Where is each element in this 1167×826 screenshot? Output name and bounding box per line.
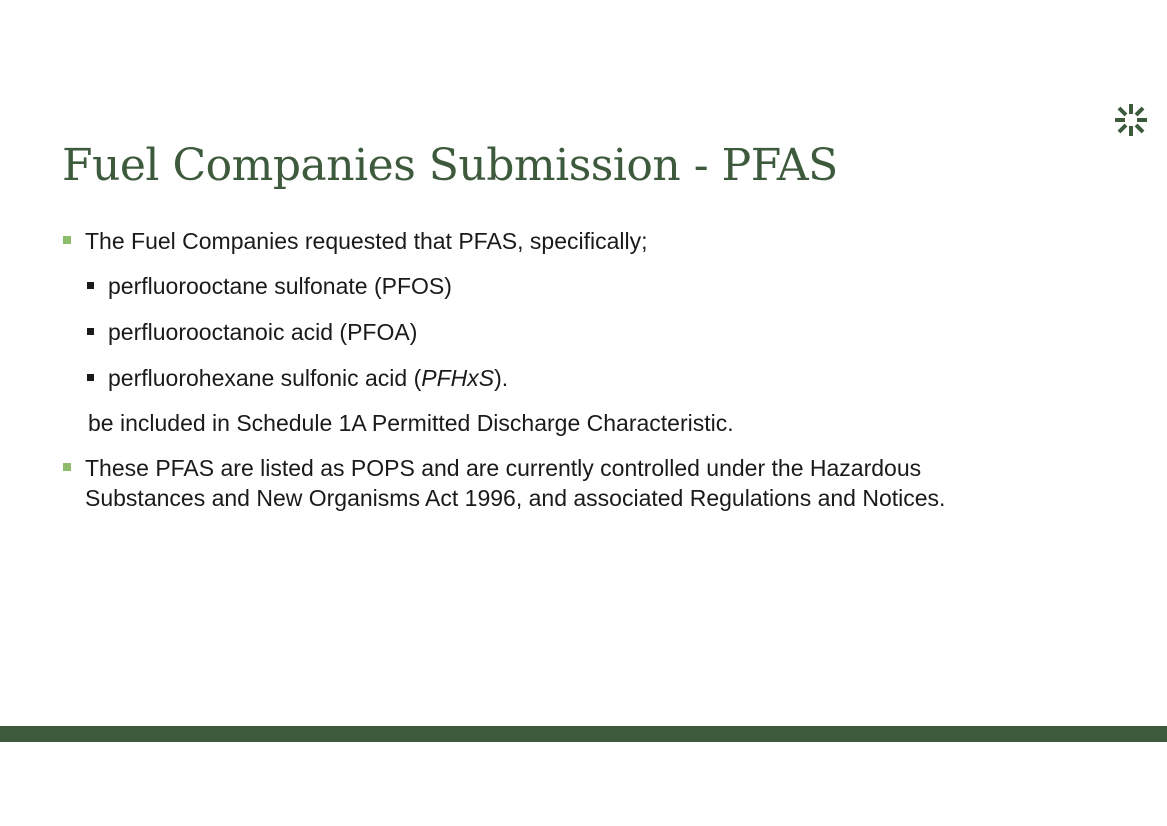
bullet-square-icon: [63, 236, 71, 244]
continuation-text: [62, 408, 1122, 438]
sub-bullet-square-icon: [87, 328, 94, 335]
sub-bullet-pfhxs-suffix: ).: [494, 365, 509, 391]
bullet-square-icon: [63, 463, 71, 471]
footer-bar: [0, 726, 1167, 742]
sub-bullet-pfoa: [62, 317, 1122, 347]
sub-bullet-pfhxs-prefix: perfluorohexane sulfonic acid (: [108, 365, 422, 391]
continuation-text-content: be included in Schedule 1A Permitted Discharge Characteristic.: [88, 410, 734, 436]
sub-bullet-square-icon: [87, 282, 94, 289]
sub-bullet-pfos-text: perfluorooctane sulfonate (PFOS): [108, 273, 452, 299]
bullet-intro: [62, 226, 1122, 256]
slide-title: Fuel Companies Submission - PFAS: [62, 140, 838, 191]
slide-body: [62, 226, 1122, 513]
sub-bullet-pfhxs: [62, 363, 1122, 393]
bullet-pops-line2: Substances and New Organisms Act 1996, and associated Regulations and Notices.: [85, 485, 946, 511]
bullet-intro-text: The Fuel Companies requested that PFAS, specifically;: [85, 228, 648, 254]
bullet-pops-line1: These PFAS are listed as POPS and are currently controlled under the Hazardous: [85, 455, 922, 481]
sub-bullet-pfoa-text: perfluorooctanoic acid (PFOA): [108, 319, 418, 345]
bullet-pops: [62, 453, 1122, 513]
sub-bullet-pfos: [62, 271, 1122, 301]
sub-bullet-pfhxs-abbr: PFHxS: [421, 365, 495, 391]
starburst-logo-icon: [1113, 102, 1149, 138]
sub-bullet-square-icon: [87, 374, 94, 381]
